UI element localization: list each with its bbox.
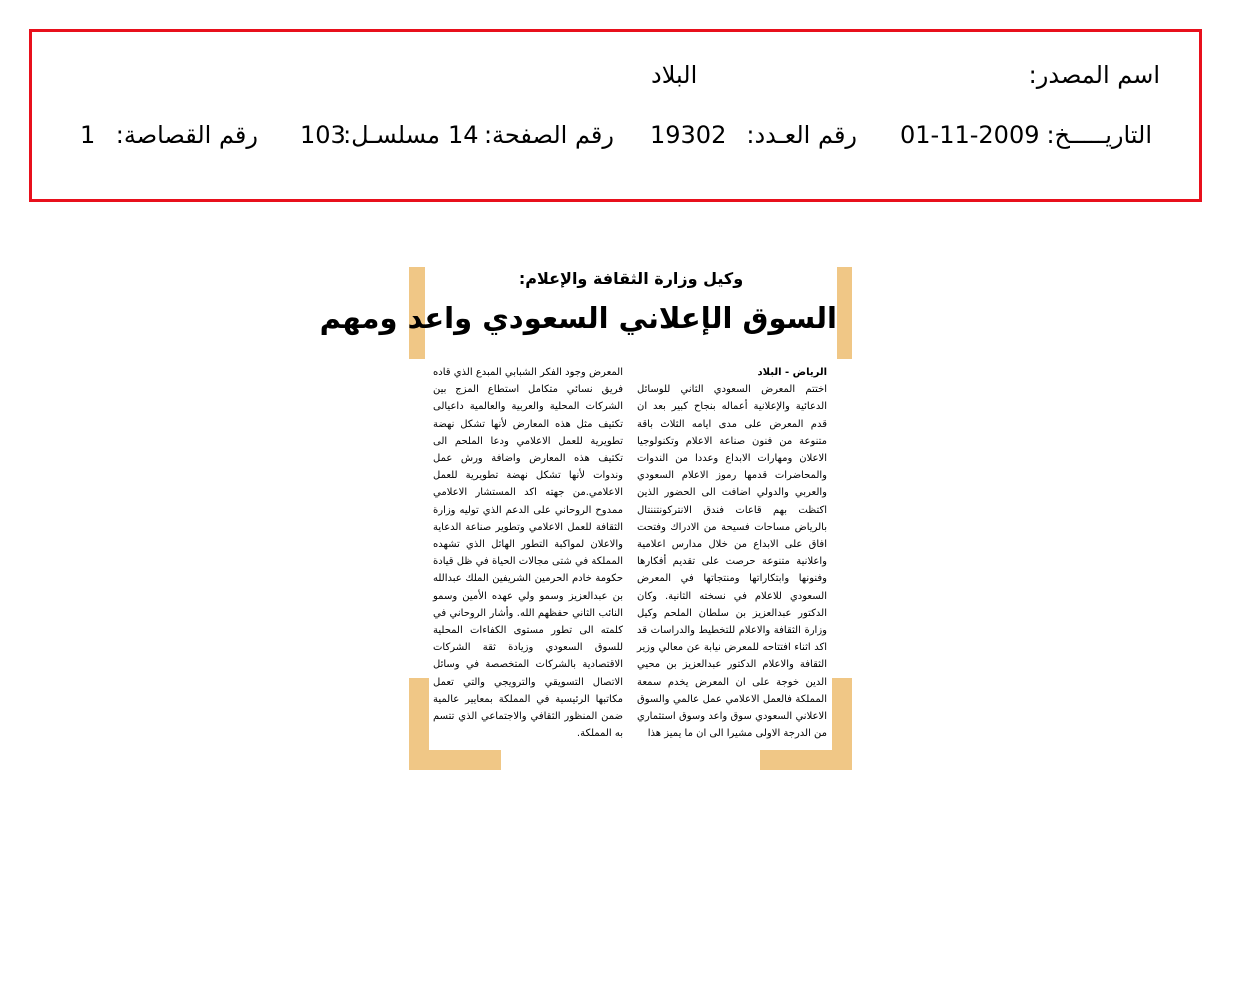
article-headline: السوق الإعلاني السعودي واعد ومهم xyxy=(319,301,837,335)
metadata-frame xyxy=(29,29,1202,202)
date-label: التاريـــــخ: xyxy=(1046,121,1152,149)
newspaper-clipping xyxy=(319,267,852,770)
headline-area xyxy=(319,267,837,359)
serial-value: 103 xyxy=(300,121,346,149)
page-label: رقم الصفحة: xyxy=(483,121,614,149)
source-label: اسم المصدر: xyxy=(1028,61,1160,89)
column-left-text: المعرض وجود الفكر الشبابي المبدع الذي قاده فريق نسائي متكامل استطاع المزج بين الشركات المحلية والعربية والعالمية داعيالى تكثيف مثل هذه المعارض لأنها تشكل نهضة تطويرية للعمل الاعلامي ودعا الملحم الى تكثيف هذه المعارض واضافة ورش عمل وندوات لأنها تشكل نهضة تطويرية للعمل الاعلامي.من جهته اكد المستشار الاعلامي ممدوح الروحاني على الدعم الذي توليه وزارة الثقافة للعمل الاعلامي وتطوير صناعة الدعاية والاعلان لمواكبة التطور الهائل الذي تشهده المملكة في شتى مجالات الحياة في ظل قيادة حكومة خادم الحرمين الشريفين الملك عبدالله بن عبدالعزيز وسمو ولي عهده الأمين وسمو النائب الثاني حفظهم الله. وأشار الروحاني في كلمته الى تطور مستوى الكفاءات المحلية للسوق السعودي وزيادة ثقة الشركات الاقتصادية بالشركات المتخصصة في وسائل الاتصال التسويقي والترويجي والتي تعمل مكاتبها الرئيسية في المملكة بمعايير عالمية ضمن المنظور الثقافي والاجتماعي الذي تتسم به المملكة. xyxy=(433,367,623,740)
article-kicker: وكيل وزارة الثقافة والإعلام: xyxy=(518,269,744,288)
clip-label: رقم القصاصة: xyxy=(115,121,258,149)
serial-label: مسلسـل: xyxy=(343,121,440,149)
article-byline: الرياض - البلاد xyxy=(757,367,827,378)
page-value: 14 xyxy=(448,121,479,149)
article-column-left xyxy=(433,364,623,742)
source-value: البلاد xyxy=(651,61,698,89)
date-value: 01-11-2009 xyxy=(900,121,1040,149)
issue-value: 19302 xyxy=(650,121,727,149)
issue-label: رقم العـدد: xyxy=(746,121,857,149)
clip-value: 1 xyxy=(80,121,96,149)
article-column-right xyxy=(637,364,827,742)
column-right-text: اختتم المعرض السعودي الثاني للوسائل الدعائية والإعلانية أعماله بنجاح كبير بعد ان قدم المعرض على مدى ايامه الثلاث باقة متنوعة من فنون صناعة الاعلام وتكنولوجيا الاعلان ومهارات الابداع وعددا من الندوات والمحاضرات قدمها رموز الاعلام السعودي والعربي والدولي اضافت الى الحضور الذين اكتظت بهم قاعات فندق الانتركونتننتال بالرياض مساحات فسيحة من الادراك وفتحت افاق على الابداع من خلال مدارس اعلامية واعلانية متنوعة حرصت على تقديم أفكارها وفنونها وابتكاراتها ومنتجاتها في المعرض السعودي للاعلام في نسخته الثانية. وكان الدكتور عبدالعزيز بن سلطان الملحم وكيل وزارة الثقافة والاعلام للتخطيط والدراسات قد اكد اثناء افتتاحه للمعرض نيابة عن معالي وزير الثقافة والاعلام الدكتور عبدالعزيز بن محيي الدين خوجة على ان المعرض يخدم سمعة المملكة فالعمل الاعلامي عمل عالمي والسوق الاعلاني السعودي سوق واعد وسوق استثماري من الدرجة الاولى مشيرا الى ان ما يميز هذا xyxy=(637,384,827,740)
